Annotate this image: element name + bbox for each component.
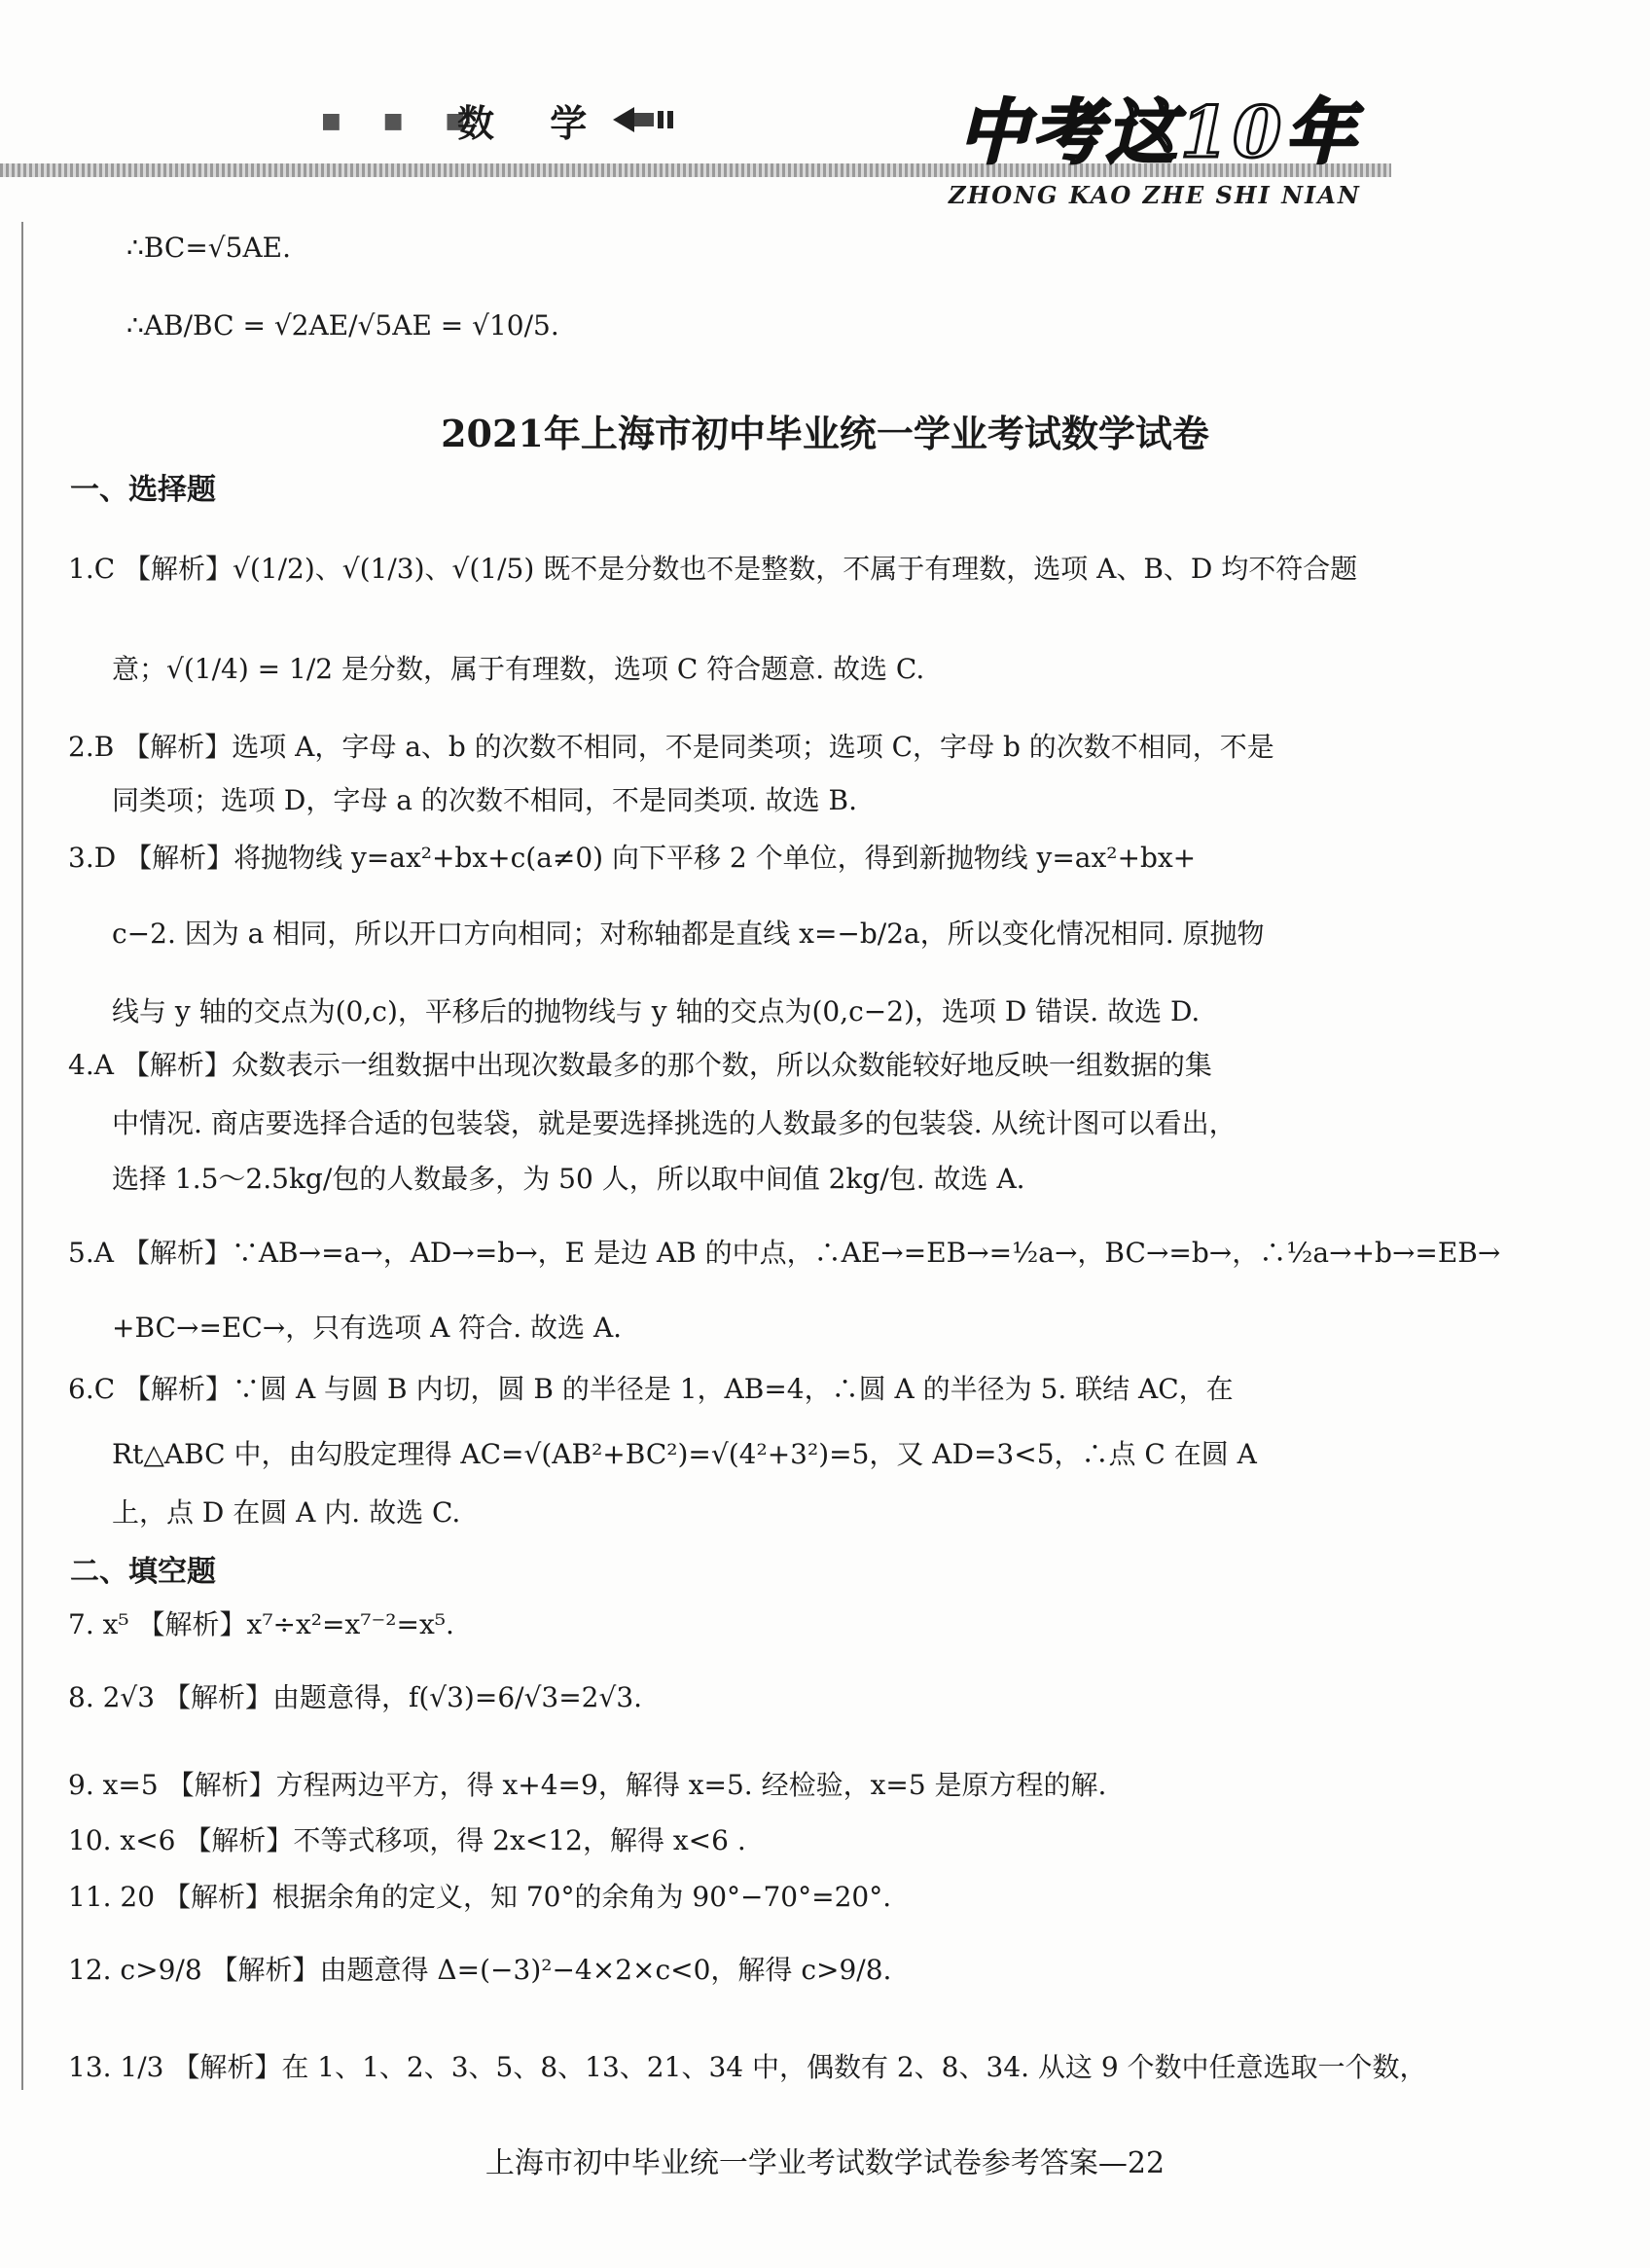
answer-line: c−2. 因为 a 相同，所以开口方向相同；对称轴都是直线 x=−b/2a，所以变化情况相同. 原抛物 bbox=[112, 918, 1265, 950]
page-footer: 上海市初中毕业统一学业考试数学试卷参考答案—22 bbox=[484, 2146, 1166, 2180]
header-dots: ■ ■ ■ bbox=[321, 109, 484, 133]
answer-line: +BC→=EC→，只有选项 A 符合. 故选 A. bbox=[112, 1312, 623, 1344]
answer-line: 6.C 【解析】∵圆 A 与圆 B 内切，圆 B 的半径是 1，AB=4，∴圆 A 的半径为 5. 联结 AC，在 bbox=[68, 1373, 1234, 1405]
answer-line: 选择 1.5～2.5kg/包的人数最多，为 50 人，所以取中间值 2kg/包. 故选 A. bbox=[112, 1163, 1025, 1195]
answer-line: 5.A 【解析】∵AB→=a→，AD→=b→，E 是边 AB 的中点，∴AE→=EB→=½a→，BC→=b→，∴½a→+b→=EB→ bbox=[68, 1237, 1501, 1269]
answer-line: 同类项；选项 D，字母 a 的次数不相同，不是同类项. 故选 B. bbox=[112, 784, 858, 816]
header-subject: 数 学 bbox=[457, 101, 609, 145]
answer-line: 中情况. 商店要选择合适的包装袋，就是要选择挑选的人数最多的包装袋. 从统计图可以看出， bbox=[112, 1107, 1237, 1139]
answer-line: 线与 y 轴的交点为(0,c)，平移后的抛物线与 y 轴的交点为(0,c−2)，选项 D 错误. 故选 D. bbox=[112, 995, 1201, 1027]
header-logo: 中考这10年 bbox=[958, 90, 1360, 173]
answer-line: 7. x⁵ 【解析】x⁷÷x²=x⁷⁻²=x⁵. bbox=[68, 1608, 454, 1640]
answer-line: 10. x<6 【解析】不等式移项，得 2x<12，解得 x<6 . bbox=[68, 1824, 746, 1856]
page-title: 2021年上海市初中毕业统一学业考试数学试卷 bbox=[441, 412, 1209, 455]
answer-line: 9. x=5 【解析】方程两边平方，得 x+4=9，解得 x=5. 经检验，x=5 是原方程的解. bbox=[68, 1769, 1107, 1801]
answer-line: 12. c>9/8 【解析】由题意得 Δ=(−3)²−4×2×c<0，解得 c>9/8. bbox=[68, 1954, 892, 1986]
answer-line: 1.C 【解析】√(1/2)、√(1/3)、√(1/5) 既不是分数也不是整数，不属于有理数，选项 A、B、D 均不符合题 bbox=[68, 553, 1358, 585]
continuation-line: ∴BC=√5AE. bbox=[126, 232, 292, 264]
section-heading: 一、选择题 bbox=[70, 473, 216, 507]
left-margin-rule bbox=[21, 222, 23, 2090]
answer-line: 意；√(1/4) = 1/2 是分数，属于有理数，选项 C 符合题意. 故选 C. bbox=[112, 653, 925, 685]
continuation-line: ∴AB/BC = √2AE/√5AE = √10/5. bbox=[126, 309, 559, 342]
answer-line: 2.B 【解析】选项 A，字母 a、b 的次数不相同，不是同类项；选项 C，字母 b 的次数不相同，不是 bbox=[68, 731, 1274, 763]
header-pinyin: ZHONG KAO ZHE SHI NIAN bbox=[949, 181, 1361, 209]
answer-line: 3.D 【解析】将抛物线 y=ax²+bx+c(a≠0) 向下平移 2 个单位，得到新抛物线 y=ax²+bx+ bbox=[68, 842, 1197, 874]
answer-line: Rt△ABC 中，由勾股定理得 AC=√(AB²+BC²)=√(4²+3²)=5，又 AD=3<5，∴点 C 在圆 A bbox=[112, 1438, 1257, 1470]
arrow-left-icon bbox=[613, 105, 681, 134]
answer-line: 4.A 【解析】众数表示一组数据中出现次数最多的那个数，所以众数能较好地反映一组数据的集 bbox=[68, 1049, 1212, 1081]
answer-line: 上，点 D 在圆 A 内. 故选 C. bbox=[112, 1496, 461, 1529]
answer-line: 11. 20 【解析】根据余角的定义，知 70°的余角为 90°−70°=20°. bbox=[68, 1881, 892, 1913]
answer-line: 8. 2√3 【解析】由题意得，f(√3)=6/√3=2√3. bbox=[68, 1681, 643, 1713]
section-heading: 二、填空题 bbox=[70, 1555, 216, 1589]
answer-line: 13. 1/3 【解析】在 1、1、2、3、5、8、13、21、34 中，偶数有 2、8、34. 从这 9 个数中任意选取一个数， bbox=[68, 2051, 1427, 2083]
